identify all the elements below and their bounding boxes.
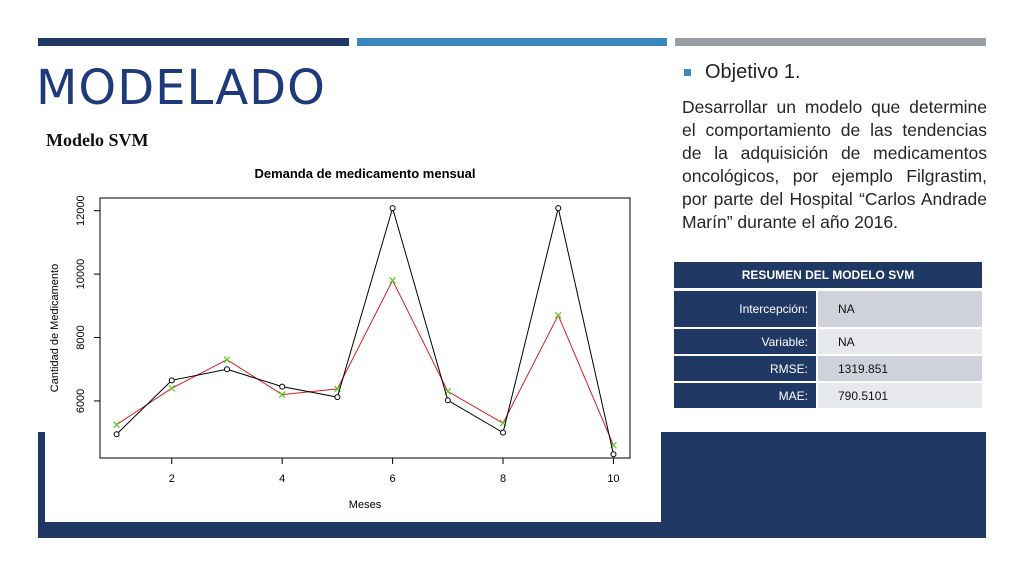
top-accent-bar-blue <box>357 38 667 46</box>
row-label: RMSE: <box>674 355 817 382</box>
observed-point <box>556 206 561 211</box>
row-label: MAE: <box>674 382 817 409</box>
summary-table-header: RESUMEN DEL MODELO SVM <box>674 262 982 290</box>
observed-point <box>501 430 506 435</box>
line-chart <box>45 156 661 522</box>
y-tick-label: 12000 <box>75 195 87 226</box>
x-tick-label: 2 <box>168 473 175 485</box>
x-tick-label: 10 <box>607 473 620 485</box>
row-label: Intercepción: <box>674 290 817 329</box>
objective-bullet <box>684 61 801 84</box>
observed-point <box>280 384 285 389</box>
observed-point <box>390 206 395 211</box>
row-value: 790.5101 <box>817 382 982 409</box>
predicted-point <box>390 277 396 283</box>
table-row <box>674 355 982 382</box>
top-accent-bar-gray <box>675 38 986 46</box>
x-tick-label: 6 <box>389 473 396 485</box>
observed-point <box>445 398 450 403</box>
y-tick-label: 8000 <box>75 325 87 350</box>
predicted-series-line <box>117 280 614 445</box>
row-value: NA <box>817 290 982 329</box>
y-tick-label: 10000 <box>75 258 87 290</box>
x-axis-label: Meses <box>348 499 382 511</box>
chart-panel <box>45 156 661 522</box>
bullet-square-icon <box>684 69 691 76</box>
predicted-point <box>224 357 230 363</box>
x-tick-label: 4 <box>279 473 286 485</box>
observed-point <box>169 378 174 383</box>
observed-point <box>611 452 616 457</box>
top-accent-bar-navy <box>38 38 349 46</box>
slide-subtitle: Modelo SVM <box>46 130 149 150</box>
row-value: NA <box>817 328 982 355</box>
observed-point <box>335 395 340 400</box>
svm-summary-table <box>674 262 982 410</box>
objective-description: Desarrollar un modelo que determine el comportamiento de las tendencias de la adquisición de medicamentos oncológicos, por ejemplo Filgrastim, por parte del Hospital “Carlos Andrade Marín” durante el año 2016. <box>682 97 987 232</box>
y-axis-label: Cantidad de Medicamento <box>49 263 61 393</box>
predicted-point <box>169 385 175 391</box>
table-row <box>674 328 982 355</box>
plot-frame <box>100 198 630 458</box>
table-row <box>674 382 982 409</box>
table-row <box>674 290 982 329</box>
predicted-point <box>114 422 120 428</box>
observed-series-line <box>117 208 614 454</box>
chart-title: Demanda de medicamento mensual <box>254 166 476 181</box>
observed-point <box>224 367 229 372</box>
objective-heading: Objetivo 1. <box>705 61 801 83</box>
row-label: Variable: <box>674 328 817 355</box>
predicted-point <box>555 312 561 318</box>
row-value: 1319.851 <box>817 355 982 382</box>
x-tick-label: 8 <box>499 473 507 485</box>
observed-point <box>114 432 119 437</box>
y-tick-label: 6000 <box>75 388 87 414</box>
slide-title: MODELADO <box>36 60 326 116</box>
